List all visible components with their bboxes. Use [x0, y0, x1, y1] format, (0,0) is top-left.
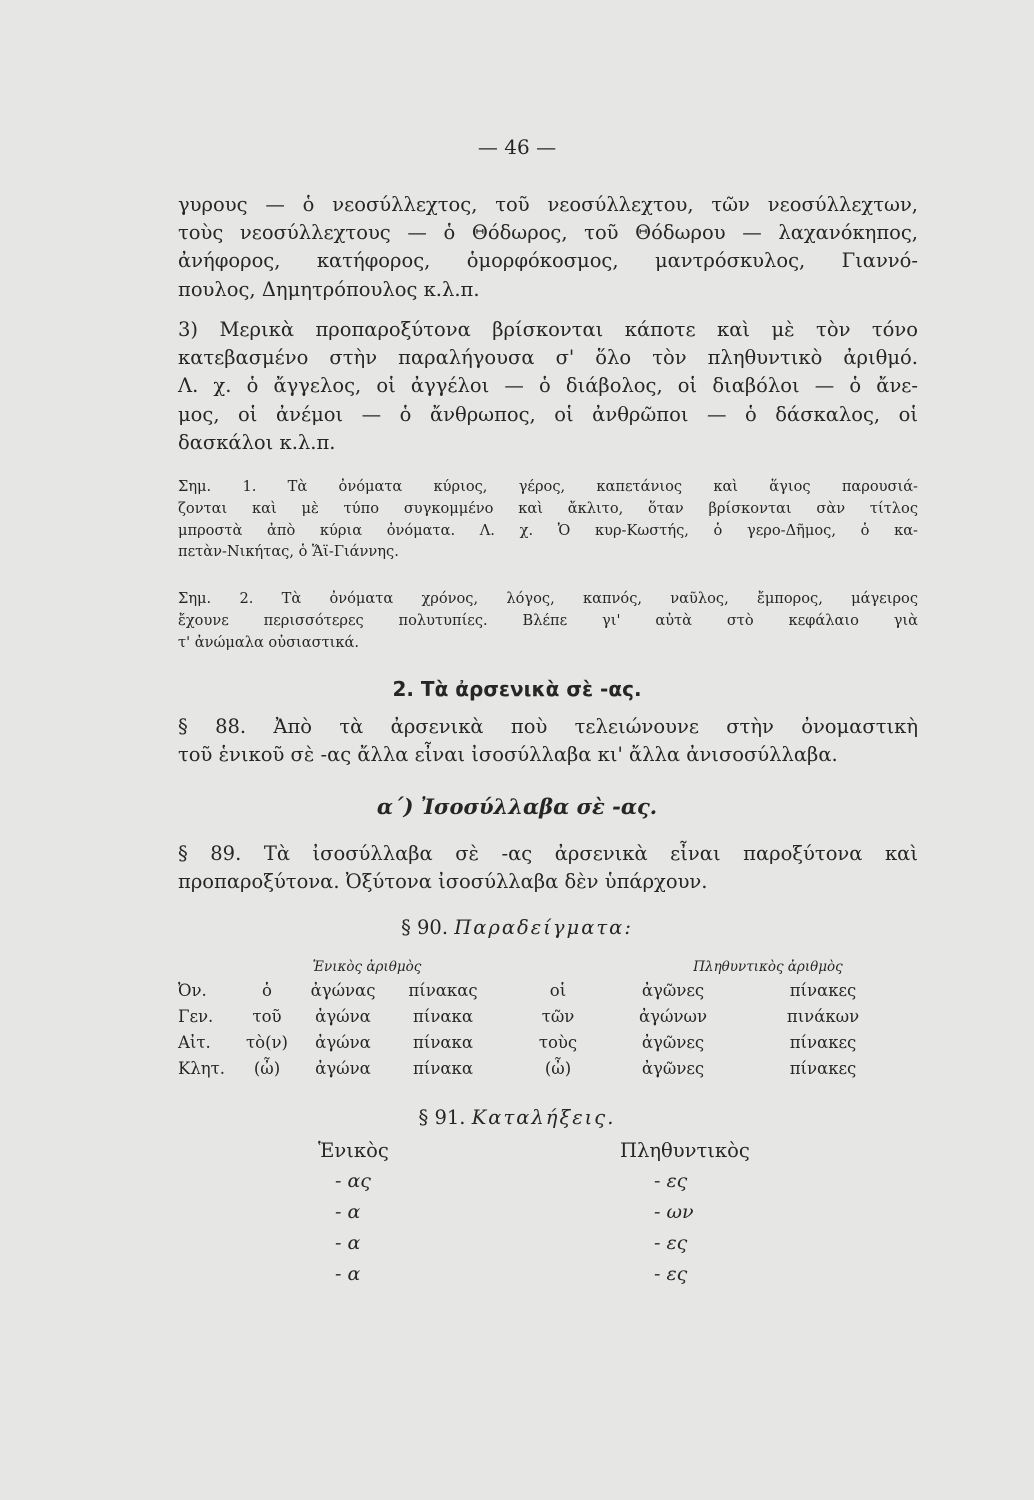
text-line: κατεβασμένο στὴν παραλήγουσα σ' ὅλο τὸν πληθυντικὸ ἀριθμό.	[178, 346, 918, 370]
case-label: Κλητ.	[178, 1058, 226, 1078]
table-row	[178, 1055, 918, 1081]
article-singular: τοῦ	[252, 1006, 282, 1026]
noun2-plural: πινάκων	[786, 1006, 860, 1026]
plural-ending: - ες	[654, 1170, 688, 1192]
text-line: δασκάλοι κ.λ.π.	[178, 430, 336, 454]
table-header-row	[178, 957, 918, 977]
noun2-singular: πίνακα	[413, 1006, 473, 1026]
note-line: ἔχουνε περισσότερες πολυτυπίες. Βλέπε γι' αὐτὰ στὸ κεφάλαιο γιὰ	[178, 611, 918, 629]
section-number: § 91.	[418, 1106, 466, 1129]
noun2-plural: πίνακες	[789, 1032, 857, 1052]
text-line: Λ. χ. ὁ ἄγγελος, οἱ ἀγγέλοι — ὁ διάβολος, οἱ διαβόλοι — ὁ ἄνε-	[178, 374, 918, 398]
paragraph-3	[178, 316, 918, 457]
section-title: Καταλήξεις.	[471, 1106, 616, 1129]
plural-header: Πληθυντικὸς ἀριθμὸς	[693, 959, 843, 975]
text-line: πουλος, Δημητρόπουλος κ.λ.π.	[178, 277, 480, 301]
section-91-heading	[0, 1104, 1034, 1132]
singular-ending: - α	[335, 1232, 361, 1254]
case-label: Γεν.	[178, 1006, 214, 1026]
text-line: § 89. Τὰ ἰσοσύλλαβα σὲ -ας ἀρσενικὰ εἶναι παροξύτονα καὶ	[178, 842, 918, 865]
case-label: Αἰτ.	[178, 1032, 211, 1052]
noun1-plural: ἀγῶνες	[641, 1032, 705, 1052]
plural-ending: - ες	[654, 1232, 688, 1254]
article-singular: ὁ	[262, 980, 272, 1000]
article-plural: τοὺς	[538, 1032, 578, 1052]
article-plural: οἱ	[549, 980, 567, 1000]
singular-label: Ἑνικὸς	[318, 1139, 389, 1162]
declension-table	[178, 957, 918, 1081]
noun1-singular: ἀγώνα	[315, 1032, 371, 1052]
noun2-singular: πίνακας	[408, 980, 478, 1000]
text-line: τοὺς νεοσύλλεχτους — ὁ Θόδωρος, τοῦ Θόδωρου — λαχανόκηπος,	[178, 221, 918, 245]
text-line: ἀνήφορος, κατήφορος, ὁμορφόκοσμος, μαντρόσκυλος, Γιαννό-	[178, 249, 918, 273]
note-line: πετὰν-Νικήτας, ὁ Ἅϊ-Γιάννης.	[178, 543, 399, 561]
endings-table	[178, 1139, 918, 1294]
plural-label: Πληθυντικὸς	[620, 1139, 750, 1162]
paragraph-88	[178, 713, 918, 769]
singular-ending: - α	[335, 1201, 361, 1223]
noun1-plural: ἀγῶνες	[641, 980, 705, 1000]
noun2-plural: πίνακες	[789, 1058, 857, 1078]
noun2-singular: πίνακα	[413, 1032, 473, 1052]
endings-row	[178, 1232, 918, 1263]
text-line: μος, οἱ ἀνέμοι — ὁ ἄνθρωπος, οἱ ἀνθρῶποι — ὁ δάσκαλος, οἱ	[178, 402, 918, 426]
text-line: § 88. Ἀπὸ τὰ ἀρσενικὰ ποὺ τελειώνουνε στὴν ὀνομαστικὴ	[178, 715, 918, 738]
page-number: — 46 —	[477, 135, 557, 159]
section-number: § 90.	[401, 916, 449, 939]
endings-row	[178, 1201, 918, 1232]
noun2-singular: πίνακα	[413, 1058, 473, 1078]
noun2-plural: πίνακες	[789, 980, 857, 1000]
singular-ending: - ας	[335, 1170, 371, 1192]
text-line: 3) Μερικὰ προπαροξύτονα βρίσκονται κάποτε καὶ μὲ τὸν τόνο	[178, 318, 918, 341]
singular-ending: - α	[335, 1263, 361, 1285]
section-heading: 2. Τὰ ἀρσενικὰ σὲ -ας.	[392, 677, 642, 701]
paragraph-89	[178, 840, 918, 896]
note-line: τ' ἀνώμαλα οὐσιαστικά.	[178, 633, 360, 651]
table-row	[178, 1003, 918, 1029]
section-90-heading	[0, 914, 1034, 942]
case-label: Ὀν.	[178, 980, 207, 1000]
text-line: γυρους — ὁ νεοσύλλεχτος, τοῦ νεοσύλλεχτου, τῶν νεοσύλλεχτων,	[178, 193, 918, 216]
text-line: τοῦ ἑνικοῦ σὲ -ας ἄλλα εἶναι ἰσοσύλλαβα κι' ἄλλα ἀνισοσύλλαβα.	[178, 743, 838, 767]
singular-header: Ἑνικὸς ἀριθμὸς	[312, 959, 422, 975]
plural-ending: - ων	[654, 1201, 694, 1223]
noun1-singular: ἀγώνα	[315, 1058, 371, 1078]
endings-row	[178, 1263, 918, 1294]
text-line: προπαροξύτονα. Ὀξύτονα ἰσοσύλλαβα δὲν ὑπάρχουν.	[178, 870, 708, 894]
table-row	[178, 977, 918, 1003]
note-2	[178, 588, 918, 653]
article-singular: τὸ(ν)	[246, 1032, 288, 1052]
table-row	[178, 1029, 918, 1055]
article-plural: (ὦ)	[544, 1058, 572, 1078]
plural-ending: - ες	[654, 1263, 688, 1285]
subsection-heading: α΄) Ἰσοσύλλαβα σὲ -ας.	[376, 794, 658, 819]
article-singular: (ὦ)	[253, 1058, 281, 1078]
noun1-plural: ἀγῶνες	[641, 1058, 705, 1078]
paragraph-continuation	[178, 191, 918, 304]
note-line: ζονται καὶ μὲ τύπο συγκομμένο καὶ ἄκλιτο, ὅταν βρίσκονται σὰν τίτλος	[178, 499, 918, 517]
article-plural: τῶν	[541, 1006, 575, 1026]
noun1-singular: ἀγώνα	[315, 1006, 371, 1026]
endings-header-row	[178, 1139, 918, 1170]
note-line: Σημ. 2. Τὰ ὀνόματα χρόνος, λόγος, καπνός, ναῦλος, ἔμπορος, μάγειρος	[178, 590, 918, 607]
note-line: μπροστὰ ἀπὸ κύρια ὀνόματα. Λ. χ. Ὁ κυρ-Κωστής, ὁ γερο-Δῆμος, ὁ κα-	[178, 521, 918, 539]
endings-row	[178, 1170, 918, 1201]
noun1-plural: ἀγώνων	[639, 1006, 707, 1026]
section-title: Παραδείγματα:	[454, 916, 633, 939]
note-line: Σημ. 1. Τὰ ὀνόματα κύριος, γέρος, καπετάνιος καὶ ἅγιος παρουσιά-	[178, 478, 918, 495]
note-1	[178, 476, 918, 563]
noun1-singular: ἀγώνας	[310, 980, 376, 1000]
